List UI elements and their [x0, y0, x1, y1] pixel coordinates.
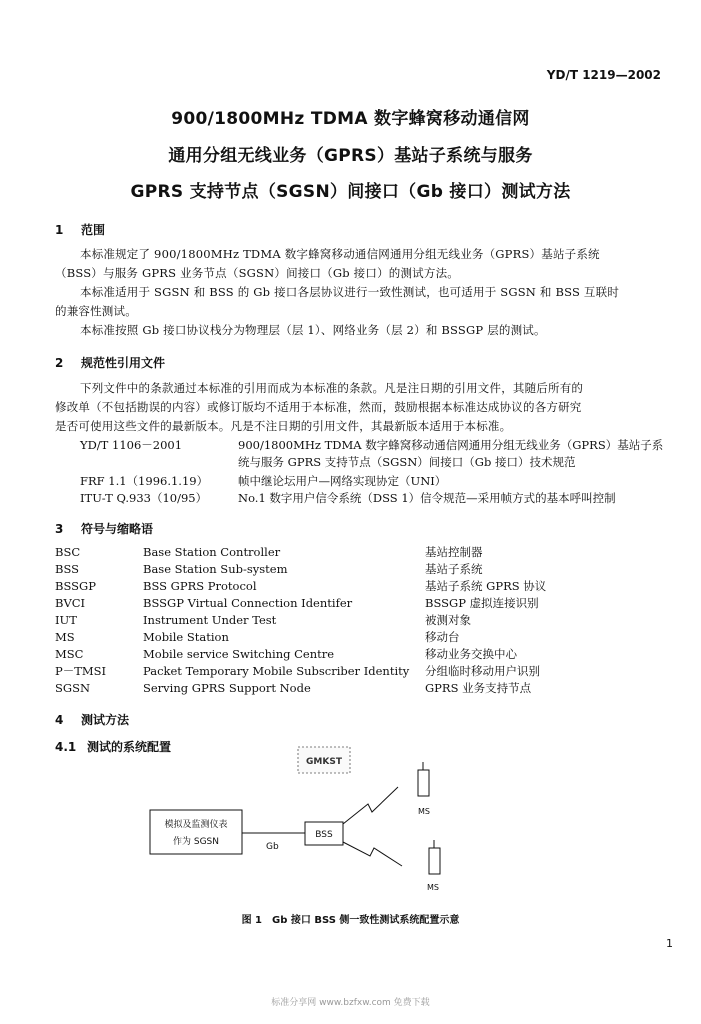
- title-line-1: 900/1800MHz TDMA 数字蜂窝移动通信网: [171, 109, 530, 129]
- subsection-title: 测试的系统配置: [87, 740, 172, 754]
- paragraph-line: 下列文件中的条款通过本标准的引用而成为本标准的条款。凡是注日期的引用文件，其随后所有的: [80, 381, 584, 395]
- paragraph-line: 的兼容性测试。: [55, 304, 137, 318]
- radio-link-upper: [343, 787, 398, 824]
- mobile-station-icon: [429, 840, 440, 874]
- reference-code: FRF 1.1（1996.1.19）: [80, 474, 209, 488]
- english-term: Packet Temporary Mobile Subscriber Identity: [143, 664, 410, 678]
- figure-caption: 图 1 Gb 接口 BSS 侧一致性测试系统配置示意: [241, 915, 460, 926]
- english-term: BSS GPRS Protocol: [143, 579, 257, 593]
- reference-title: No.1 数字用户信令系统（DSS 1）信令规范—采用帧方式的基本呼叫控制: [238, 491, 616, 505]
- english-term: Base Station Controller: [143, 545, 281, 559]
- section-title: 范围: [81, 223, 106, 237]
- chinese-term: BSSGP 虚拟连接识别: [425, 596, 539, 610]
- section-title: 符号与缩略语: [81, 522, 154, 536]
- page-number: 1: [666, 937, 673, 950]
- english-term: Serving GPRS Support Node: [143, 681, 311, 695]
- section-4-heading: [55, 711, 129, 728]
- paragraph-line: 修改单（不包括勘误的内容）或修订版均不适用于本标准，然而，鼓励根据本标准达成协议的各方研究: [55, 400, 582, 414]
- abbreviation: BSC: [55, 545, 81, 559]
- paragraph-line: 本标准按照 Gb 接口协议栈分为物理层（层 1）、网络业务（层 2）和 BSSGP 层的测试。: [80, 323, 546, 337]
- abbreviation: MS: [55, 630, 75, 644]
- mobile-station-icon: [418, 762, 429, 796]
- gb-label: Gb: [266, 842, 279, 852]
- section-number: 1: [55, 223, 64, 237]
- english-term: Mobile service Switching Centre: [143, 647, 335, 661]
- paragraph-line: 本标准适用于 SGSN 和 BSS 的 Gb 接口各层协议进行一致性测试，也可适用于 SGSN 和 BSS 互联时: [80, 285, 620, 299]
- section-number: 3: [55, 522, 64, 536]
- english-term: BSSGP Virtual Connection Identifer: [143, 596, 353, 610]
- chinese-term: 移动台: [425, 630, 460, 644]
- paragraph-line: （BSS）与服务 GPRS 业务节点（SGSN）间接口（Gb 接口）的测试方法。: [55, 266, 459, 280]
- chinese-term: GPRS 业务支持节点: [425, 681, 532, 695]
- simulator-label-line-2: 作为 SGSN: [173, 837, 219, 847]
- abbreviation: BSSGP: [55, 579, 96, 593]
- section-number: 2: [55, 356, 64, 370]
- simulator-label-line-1: 模拟及监测仪表: [164, 820, 228, 830]
- stamp-label: GMKST: [306, 757, 342, 767]
- ms-label: MS: [418, 807, 430, 816]
- english-term: Base Station Sub-system: [143, 562, 288, 576]
- bss-box: [305, 822, 343, 845]
- section-3-heading: [55, 520, 153, 537]
- ms-label: MS: [427, 883, 439, 892]
- system-configuration-diagram: [140, 742, 470, 910]
- abbreviation: BVCI: [55, 596, 86, 610]
- section-2-heading: [55, 354, 165, 371]
- abbreviation: MSC: [55, 647, 84, 661]
- reference-title: 帧中继论坛用户—网络实现协定（UNI）: [238, 474, 447, 488]
- section-title: 规范性引用文件: [81, 356, 166, 370]
- chinese-term: 分组临时移动用户识别: [425, 664, 540, 678]
- chinese-term: 基站子系统: [425, 562, 483, 576]
- section-title: 测试方法: [81, 713, 130, 727]
- title-line-3: GPRS 支持节点（SGSN）间接口（Gb 接口）测试方法: [130, 182, 571, 202]
- reference-code: ITU-T Q.933（10/95）: [80, 491, 208, 505]
- chinese-term: 移动业务交换中心: [425, 647, 517, 661]
- subsection-number: 4.1: [55, 740, 77, 754]
- bss-label: BSS: [315, 830, 333, 840]
- stamp-box: [298, 747, 350, 773]
- reference-code: YD/T 1106－2001: [80, 438, 183, 452]
- paragraph-line: 本标准规定了 900/1800MHz TDMA 数字蜂窝移动通信网通用分组无线业务（GPRS）基站子系统: [80, 247, 600, 261]
- abbreviation: P－TMSI: [55, 664, 107, 678]
- abbreviation: BSS: [55, 562, 80, 576]
- section-number: 4: [55, 713, 64, 727]
- footer-watermark: 标准分享网 www.bzfxw.com 免费下载: [271, 998, 430, 1008]
- sgsn-simulator-box: [150, 810, 242, 854]
- chinese-term: 基站控制器: [425, 545, 483, 559]
- standard-number: YD/T 1219—2002: [546, 68, 661, 82]
- radio-link-lower: [343, 842, 402, 866]
- abbreviation: IUT: [55, 613, 77, 627]
- english-term: Mobile Station: [143, 630, 229, 644]
- abbreviation: SGSN: [55, 681, 91, 695]
- chinese-term: 基站子系统 GPRS 协议: [425, 579, 547, 593]
- chinese-term: 被测对象: [425, 613, 471, 627]
- title-line-2: 通用分组无线业务（GPRS）基站子系统与服务: [168, 146, 533, 166]
- section-1-heading: [55, 221, 105, 238]
- reference-title: 900/1800MHz TDMA 数字蜂窝移动通信网通用分组无线业务（GPRS）基站子系统与服务 GPRS 支持节点（SGSN）间接口（Gb 接口）技术规范: [238, 438, 664, 469]
- english-term: Instrument Under Test: [143, 613, 277, 627]
- paragraph-line: 是否可使用这些文件的最新版本。凡是不注日期的引用文件，其最新版本适用于本标准。: [55, 419, 512, 433]
